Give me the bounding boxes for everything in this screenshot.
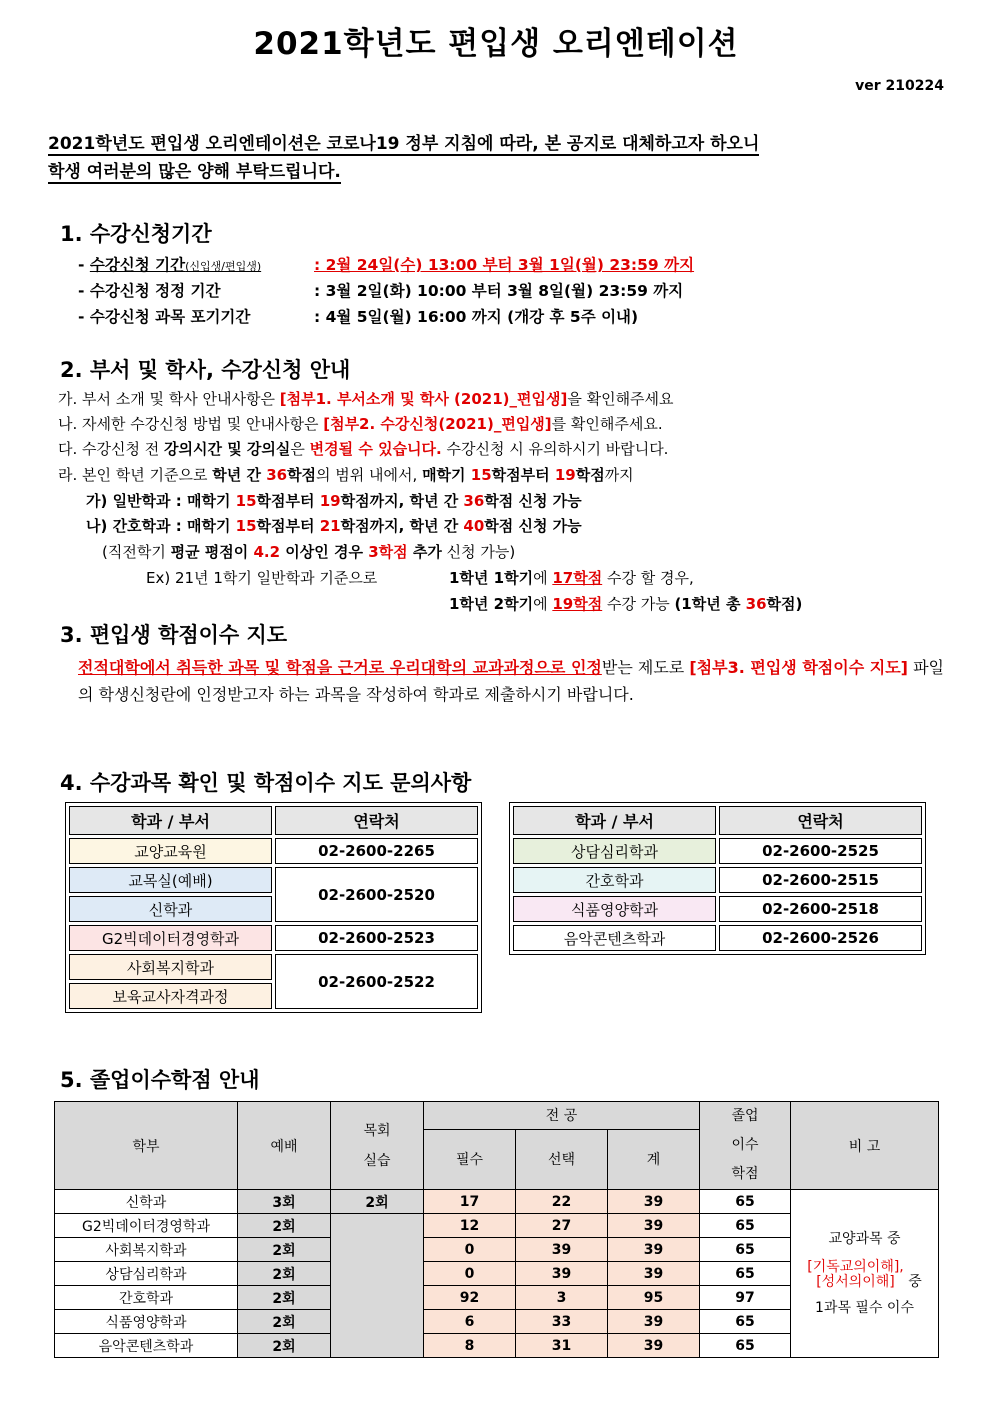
- page-title: 2021학년도 편입생 오리엔테이션: [253, 26, 739, 62]
- s2-example-line-1: 1학년 1학기에 17학점 수강 할 경우,: [449, 569, 694, 587]
- grad-credit-cell: 65: [700, 1262, 791, 1286]
- dept-cell: G2빅데이터경영학과: [69, 925, 272, 951]
- elective-cell: 31: [516, 1334, 608, 1358]
- col-elective-header: 선택: [516, 1129, 608, 1189]
- dept-cell: 신학과: [55, 1190, 238, 1214]
- elective-cell: 27: [516, 1214, 608, 1238]
- tel-cell: 02-2600-2522: [275, 954, 478, 1009]
- dept-cell: 신학과: [69, 896, 272, 922]
- dept-cell: 간호학과: [55, 1286, 238, 1310]
- s1-r1-value: : 2월 24일(수) 13:00 부터 3월 1일(월) 23:59 까지: [314, 256, 695, 274]
- tel-cell: 02-2600-2518: [719, 896, 922, 922]
- intro-line-2: 학생 여러분의 많은 양해 부탁드립니다.: [48, 162, 341, 182]
- col-dept-header: 학부: [55, 1102, 238, 1190]
- tel-cell: 02-2600-2523: [275, 925, 478, 951]
- col-dept-header: 학과 / 부서: [513, 806, 716, 835]
- s2-nursing-dept: 나) 간호학과 : 매학기 15학점부터 21학점까지, 학년 간 40학점 신청 가능: [86, 517, 582, 535]
- col-chapel-header: 목회 실습: [331, 1102, 424, 1190]
- worship-cell: 2회: [238, 1310, 331, 1334]
- graduation-credits-table: [54, 1101, 939, 1358]
- dept-cell: 교목실(예배): [69, 867, 272, 893]
- dept-cell: 사회복지학과: [55, 1238, 238, 1262]
- dept-cell: 음악콘텐츠학과: [55, 1334, 238, 1358]
- s2-item-na: 나. 자세한 수강신청 방법 및 안내사항은 [첨부2. 수강신청(2021)_편입생]를 확인해주세요.: [58, 415, 663, 433]
- required-cell: 6: [424, 1310, 516, 1334]
- s1-row-withdrawal: - 수강신청 과목 포기기간: [78, 308, 251, 326]
- elective-cell: 3: [516, 1286, 608, 1310]
- s3-paragraph: 전적대학에서 취득한 과목 및 학점을 근거로 우리대학의 교과과정으로 인정받는 제도로 [첨부3. 편입생 학점이수 지도] 파일의 학생신청란에 인정받고자 하는 과목을 작성하여 학과로 제출하시기 바랍니다.: [78, 658, 945, 704]
- s2-general-dept: 가) 일반학과 : 매학기 15학점부터 19학점까지, 학년 간 36학점 신청 가능: [86, 492, 582, 510]
- intro-line-1: 2021학년도 편입생 오리엔테이션은 코로나19 정부 지침에 따라, 본 공지로 대체하고자 하오니: [48, 134, 760, 154]
- dept-cell: 상담심리학과: [55, 1262, 238, 1286]
- tel-cell: 02-2600-2265: [275, 838, 478, 864]
- grad-credit-cell: 65: [700, 1238, 791, 1262]
- contact-table-right: [509, 802, 926, 955]
- col-required-header: 필수: [424, 1129, 516, 1189]
- required-cell: 0: [424, 1238, 516, 1262]
- col-dept-header: 학과 / 부서: [69, 806, 272, 835]
- required-cell: 12: [424, 1214, 516, 1238]
- s1-row-registration: - 수강신청 기간(신입생/편입생): [78, 256, 262, 274]
- chapel-cell: 2회: [331, 1190, 424, 1214]
- dept-cell: 교양교육원: [69, 838, 272, 864]
- sum-cell: 39: [608, 1334, 700, 1358]
- col-major-header: 전 공: [424, 1102, 700, 1130]
- dept-cell: 상담심리학과: [513, 838, 716, 864]
- contact-table-left: [65, 802, 482, 1013]
- worship-cell: 2회: [238, 1214, 331, 1238]
- col-contact-header: 연락처: [719, 806, 922, 835]
- sum-cell: 39: [608, 1262, 700, 1286]
- worship-cell: 2회: [238, 1238, 331, 1262]
- worship-cell: 2회: [238, 1286, 331, 1310]
- elective-cell: 39: [516, 1262, 608, 1286]
- col-sum-header: 계: [608, 1129, 700, 1189]
- col-grad-credit-header: 졸업 이수 학점: [700, 1102, 791, 1190]
- required-cell: 0: [424, 1262, 516, 1286]
- dept-cell: 식품영양학과: [513, 896, 716, 922]
- section-4-heading: 4. 수강과목 확인 및 학점이수 지도 문의사항: [60, 771, 472, 795]
- section-5-heading: 5. 졸업이수학점 안내: [60, 1068, 260, 1092]
- table-row: [55, 1190, 939, 1214]
- note-cell: 교양과목 중 [기독교의이해], [성서의이해] 중 1과목 필수 이수: [791, 1190, 939, 1358]
- s2-gpa-bonus: (직전학기 평균 평점이 4.2 이상인 경우 3학점 추가 신청 가능): [102, 543, 516, 561]
- worship-cell: 2회: [238, 1334, 331, 1358]
- col-note-header: 비 고: [791, 1102, 939, 1190]
- dept-cell: 음악콘텐츠학과: [513, 925, 716, 951]
- s1-row-correction: - 수강신청 정정 기간: [78, 282, 221, 300]
- elective-cell: 39: [516, 1238, 608, 1262]
- dept-cell: 간호학과: [513, 867, 716, 893]
- section-2-heading: 2. 부서 및 학사, 수강신청 안내: [60, 358, 351, 382]
- grad-credit-cell: 65: [700, 1190, 791, 1214]
- dept-cell: 식품영양학과: [55, 1310, 238, 1334]
- sum-cell: 39: [608, 1190, 700, 1214]
- worship-cell: 3회: [238, 1190, 331, 1214]
- grad-credit-cell: 65: [700, 1214, 791, 1238]
- s1-r2-value: : 3월 2일(화) 10:00 부터 3월 8일(월) 23:59 까지: [314, 282, 684, 300]
- grad-credit-cell: 65: [700, 1334, 791, 1358]
- sum-cell: 95: [608, 1286, 700, 1310]
- s2-example-label: Ex) 21년 1학기 일반학과 기준으로: [146, 569, 378, 587]
- grad-credit-cell: 65: [700, 1310, 791, 1334]
- sum-cell: 39: [608, 1310, 700, 1334]
- required-cell: 92: [424, 1286, 516, 1310]
- sum-cell: 39: [608, 1238, 700, 1262]
- tel-cell: 02-2600-2525: [719, 838, 922, 864]
- worship-cell: 2회: [238, 1262, 331, 1286]
- tel-cell: 02-2600-2520: [275, 867, 478, 922]
- s1-r1-label: 수강신청 기간(신입생/편입생): [89, 256, 262, 274]
- s1-r3-value: : 4월 5일(월) 16:00 까지 (개강 후 5주 이내): [314, 308, 639, 326]
- dept-cell: 보육교사자격과정: [69, 983, 272, 1009]
- sum-cell: 39: [608, 1214, 700, 1238]
- section-3-heading: 3. 편입생 학점이수 지도: [60, 623, 288, 647]
- col-contact-header: 연락처: [275, 806, 478, 835]
- s2-example-line-2: 1학년 2학기에 19학점 수강 가능 (1학년 총 36학점): [449, 595, 803, 613]
- tel-cell: 02-2600-2526: [719, 925, 922, 951]
- tel-cell: 02-2600-2515: [719, 867, 922, 893]
- section-1-heading: 1. 수강신청기간: [60, 222, 212, 246]
- required-cell: 8: [424, 1334, 516, 1358]
- dept-cell: G2빅데이터경영학과: [55, 1214, 238, 1238]
- col-worship-header: 예배: [238, 1102, 331, 1190]
- dept-cell: 사회복지학과: [69, 954, 272, 980]
- elective-cell: 22: [516, 1190, 608, 1214]
- elective-cell: 33: [516, 1310, 608, 1334]
- s2-item-da: 다. 수강신청 전 강의시간 및 강의실은 변경될 수 있습니다. 수강신청 시 유의하시기 바랍니다.: [58, 440, 669, 458]
- version-label: ver 210224: [855, 78, 944, 94]
- required-cell: 17: [424, 1190, 516, 1214]
- s2-item-ga: 가. 부서 소개 및 학사 안내사항은 [첨부1. 부서소개 및 학사 (2021)_편입생]을 확인해주세요: [58, 390, 674, 408]
- grad-credit-cell: 97: [700, 1286, 791, 1310]
- intro-notice: [48, 130, 944, 186]
- chapel-cell-empty: [331, 1214, 424, 1358]
- s2-item-ra: 라. 본인 학년 기준으로 학년 간 36학점의 범위 내에서, 매학기 15학점부터 19학점까지: [58, 466, 634, 484]
